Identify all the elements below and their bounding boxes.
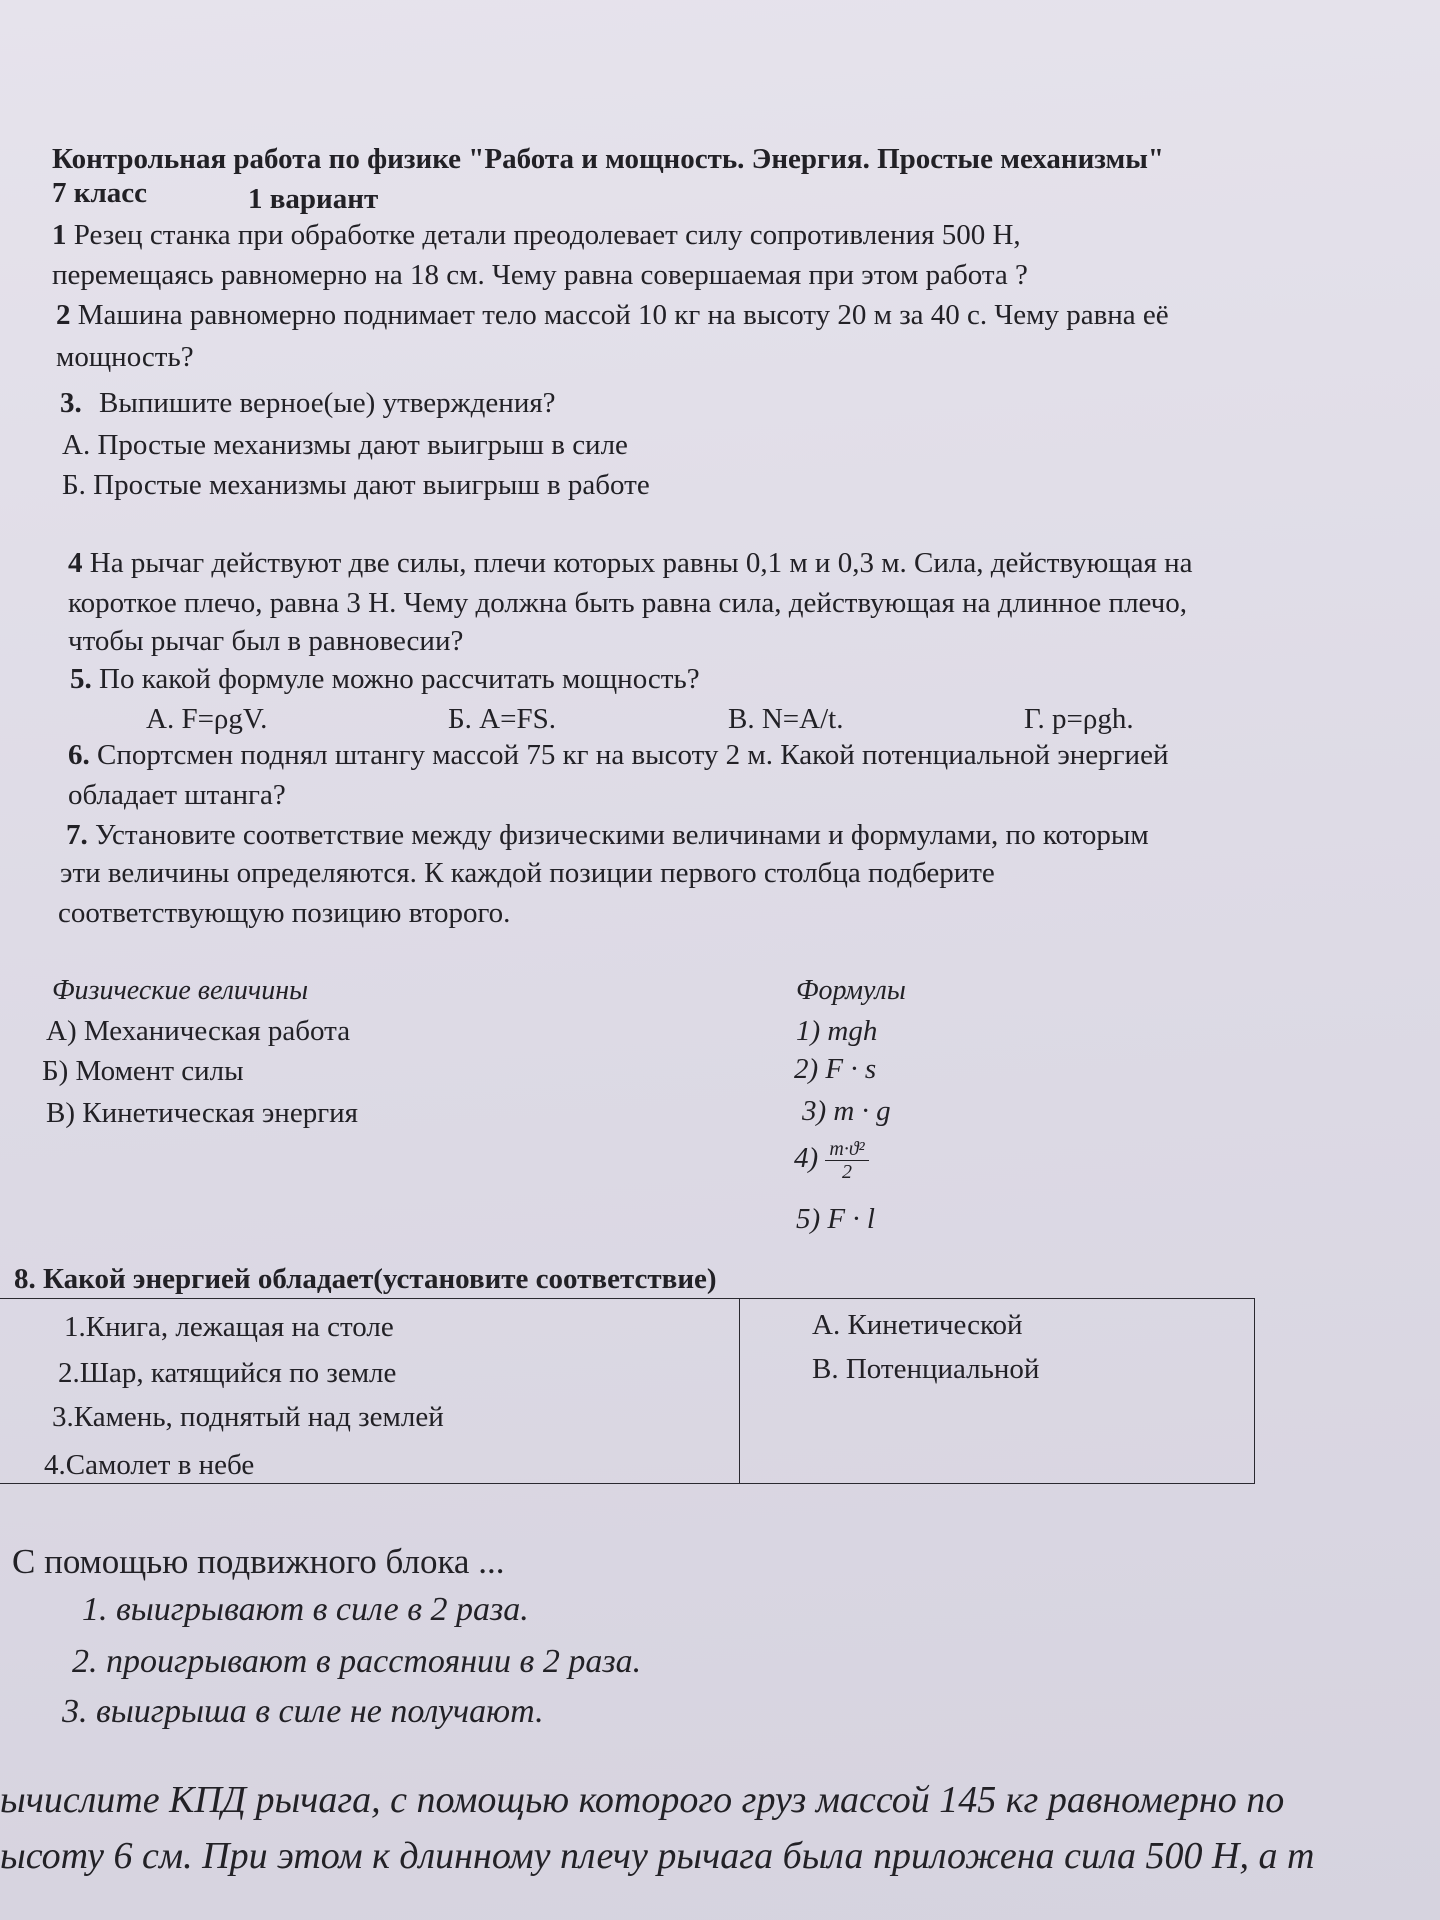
question-2	[56, 298, 1169, 332]
question-10-line-2: ысоту 6 см. При этом к длинному плечу рычага была приложена сила 500 Н, а т	[0, 1835, 1315, 1877]
table-left-item: 3.Камень, поднятый над землей	[52, 1401, 444, 1433]
formula-item: 5) F · l	[796, 1203, 875, 1235]
table-right-item: В. Потенциальной	[812, 1353, 1040, 1385]
question-number: 4	[68, 547, 83, 579]
question-text: По какой формуле можно рассчитать мощность?	[99, 663, 700, 695]
question-7-line-3: соответствующую позицию второго.	[58, 897, 511, 929]
question-5-option-d: Г. p=ρgh.	[1024, 703, 1134, 735]
table-right-item: А. Кинетической	[812, 1309, 1023, 1341]
question-3-option-a: А. Простые механизмы дают выигрыш в силе	[62, 429, 628, 461]
question-6	[68, 738, 1168, 772]
fraction-denominator: 2	[842, 1161, 853, 1183]
quantity-item: Б) Момент силы	[42, 1055, 244, 1087]
formula-item: 1) mgh	[796, 1015, 878, 1047]
formula-item: 2) F · s	[794, 1053, 877, 1085]
formula-number: 4)	[794, 1142, 819, 1175]
question-text: Установите соответствие между физическими величинами и формулами, по которым	[95, 819, 1149, 851]
question-1-line-2: перемещаясь равномерно на 18 см. Чему равна совершаемая при этом работа ?	[52, 259, 1028, 291]
question-9-option-3: 3. выигрыша в силе не получают.	[62, 1693, 544, 1730]
question-5-option-c: В. N=A/t.	[728, 703, 844, 735]
page-title: Контрольная работа по физике "Работа и мощность. Энергия. Простые механизмы"	[52, 143, 1165, 175]
formula-item: 3) m · g	[802, 1095, 891, 1127]
table-left-item: 4.Самолет в небе	[44, 1449, 255, 1481]
question-7	[66, 818, 1149, 852]
quantity-item: В) Кинетическая энергия	[46, 1097, 358, 1129]
table-divider	[739, 1299, 740, 1483]
question-10-line-1: ычислите КПД рычага, с помощью которого груз массой 145 кг равномерно по	[0, 1779, 1285, 1821]
question-text: Машина равномерно поднимает тело массой 10 кг на высоту 20 м за 40 с. Чему равна её	[77, 299, 1169, 331]
variant-label: 1 вариант	[248, 183, 379, 215]
question-text: На рычаг действуют две силы, плечи которых равны 0,1 м и 0,3 м. Сила, действующая на	[89, 547, 1193, 579]
question-number: 5.	[70, 663, 92, 695]
formula-item-fraction	[794, 1138, 869, 1183]
question-number: 6.	[68, 739, 90, 771]
question-4-line-2: короткое плечо, равна 3 Н. Чему должна быть равна сила, действующая на длинное плечо,	[68, 587, 1188, 619]
quantity-item: А) Механическая работа	[46, 1015, 351, 1047]
question-number: 2	[56, 299, 71, 331]
question-8-title: 8. Какой энергией обладает(установите соответствие)	[14, 1263, 717, 1295]
kinetic-energy-fraction	[825, 1138, 868, 1183]
question-6-line-2: обладает штанга?	[68, 779, 286, 811]
question-3	[60, 386, 556, 420]
question-5	[70, 662, 700, 696]
question-9-option-2: 2. проигрывают в расстоянии в 2 раза.	[72, 1643, 642, 1680]
question-number: 3.	[60, 387, 82, 419]
grade-label: 7 класс	[52, 177, 147, 209]
question-2-line-2: мощность?	[56, 341, 194, 373]
question-9: С помощью подвижного блока ...	[12, 1542, 505, 1581]
question-9-option-1: 1. выигрывают в силе в 2 раза.	[82, 1591, 529, 1628]
question-1	[52, 218, 1021, 252]
column-header-formulas: Формулы	[796, 975, 906, 1006]
question-4	[68, 546, 1193, 580]
question-7-line-2: эти величины определяются. К каждой позиции первого столбца подберите	[60, 857, 995, 889]
question-5-option-b: Б. A=FS.	[448, 703, 556, 735]
table-left-item: 2.Шар, катящийся по земле	[58, 1357, 397, 1389]
question-text: Выпишите верное(ые) утверждения?	[99, 387, 556, 419]
fraction-numerator: m·ϑ²	[825, 1138, 868, 1161]
question-number: 1	[52, 219, 67, 251]
question-text: Резец станка при обработке детали преодолевает силу сопротивления 500 Н,	[73, 219, 1021, 251]
question-3-option-b: Б. Простые механизмы дают выигрыш в работе	[62, 469, 650, 501]
question-5-option-a: А. F=ρgV.	[146, 703, 268, 735]
question-text: Спортсмен поднял штангу массой 75 кг на высоту 2 м. Какой потенциальной энергией	[97, 739, 1169, 771]
question-number: 7.	[66, 819, 88, 851]
question-4-line-3: чтобы рычаг был в равновесии?	[68, 625, 464, 657]
column-header-quantities: Физические величины	[52, 975, 309, 1006]
table-left-item: 1.Книга, лежащая на столе	[64, 1311, 394, 1343]
